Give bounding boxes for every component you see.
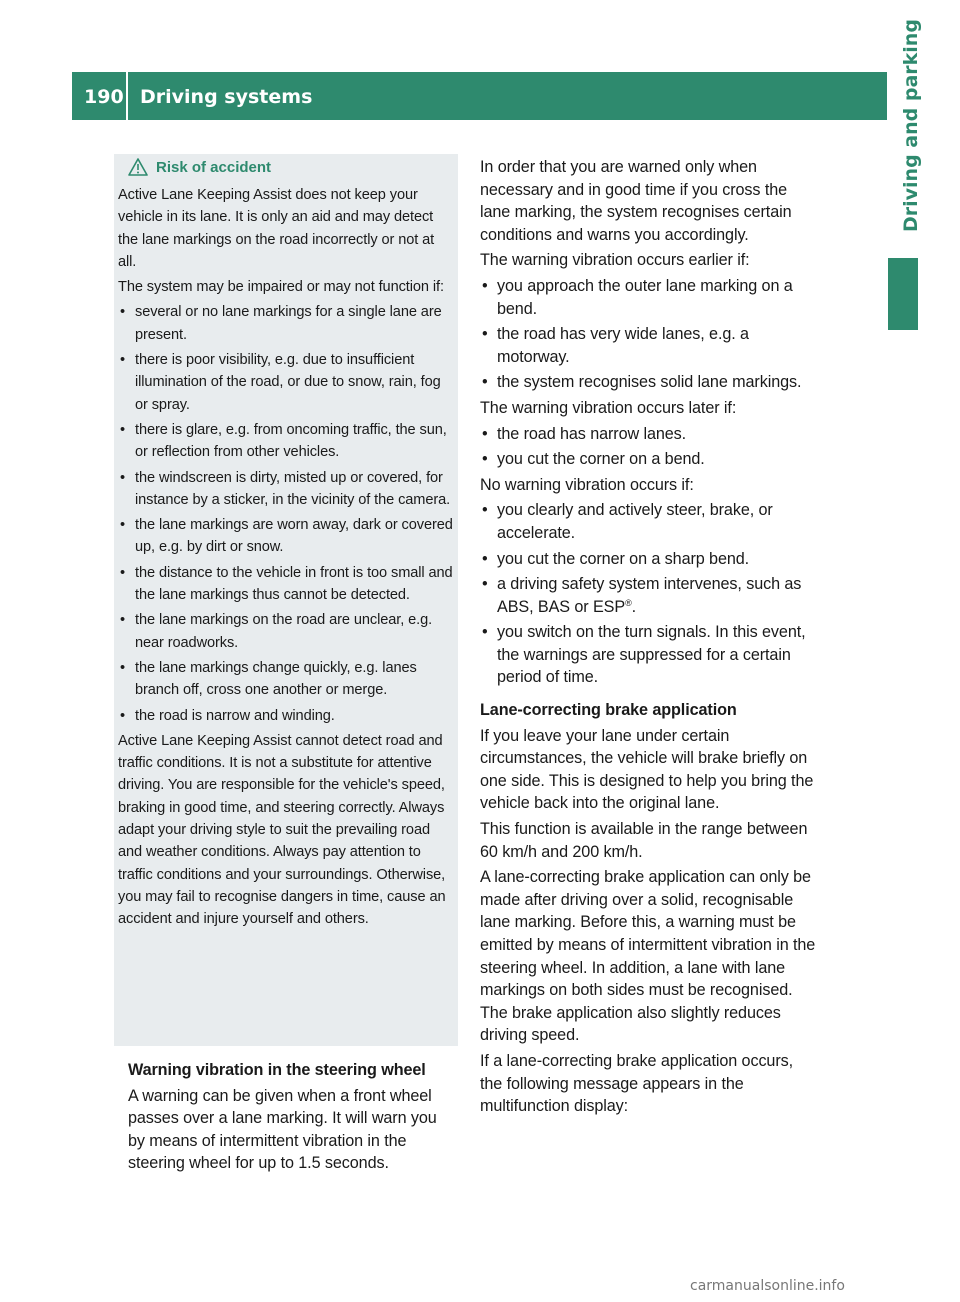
warning-header xyxy=(128,158,271,176)
list-item: • the lane markings are worn away, dark or covered up, e.g. by dirt or snow. xyxy=(118,514,454,559)
section-title: Driving systems xyxy=(140,86,313,108)
none-list xyxy=(480,499,816,689)
warning-body xyxy=(118,184,454,934)
header-divider xyxy=(126,72,128,120)
body-paragraph: If a lane-correcting brake application occurs, the following message appears in the multifunction display: xyxy=(480,1051,794,1116)
body-paragraph: A warning can be given when a front wheel passes over a lane marking. It will warn you by means of intermittent vibration in the steering wheel for up to 1.5 seconds. xyxy=(128,1086,437,1173)
list-item: • you cut the corner on a bend. xyxy=(480,448,816,471)
body-paragraph: If you leave your lane under certain circumstances, the vehicle will brake briefly on one side. This is designed to help you bring the vehicle back into the original lane. xyxy=(480,726,814,813)
list-item: • you clearly and actively steer, brake, or accelerate. xyxy=(480,499,816,544)
later-list xyxy=(480,423,816,471)
body-paragraph: A lane-correcting brake application can only be made after driving over a solid, recognisable lane marking. Before this, a warning must be emitted by means of intermittent vibration in the steering wheel. In addition, a lane with lane markings on both sides must be recognised. The brake application also slightly reduces driving speed. xyxy=(480,868,816,1045)
list-item: • you switch on the turn signals. In this event, the warnings are suppressed for a certain period of time. xyxy=(480,621,816,689)
right-column xyxy=(480,156,816,1121)
warning-vibration-section xyxy=(128,1059,453,1178)
list-item: • the system recognises solid lane markings. xyxy=(480,371,816,394)
body-paragraph: The warning vibration occurs later if: xyxy=(480,398,737,417)
body-paragraph: The warning vibration occurs earlier if: xyxy=(480,251,750,270)
list-item: • the road has narrow lanes. xyxy=(480,423,816,446)
earlier-list xyxy=(480,275,816,394)
warning-paragraph: Active Lane Keeping Assist does not keep your vehicle in its lane. It is only an aid and may detect the lane markings on the road incorrectly or not at all. xyxy=(118,187,435,270)
list-item: • there is glare, e.g. from oncoming traffic, the sun, or reflection from other vehicles. xyxy=(118,419,454,464)
registered-mark: ® xyxy=(625,597,632,608)
subsection-heading: Lane-correcting brake application xyxy=(480,701,737,720)
esp-text: a driving safety system intervenes, such as ABS, BAS or ESP xyxy=(497,575,802,616)
warning-list xyxy=(118,301,454,726)
list-item: • several or no lane markings for a single lane are present. xyxy=(118,301,454,346)
list-item: • the lane markings change quickly, e.g. lanes branch off, cross one another or merge. xyxy=(118,657,454,702)
body-paragraph: This function is available in the range between 60 km/h and 200 km/h. xyxy=(480,820,808,861)
list-item: • there is poor visibility, e.g. due to insufficient illumination of the road, or due to snow, rain, fog or spray. xyxy=(118,349,454,416)
list-item: • you cut the corner on a sharp bend. xyxy=(480,548,816,571)
esp-end: . xyxy=(631,597,637,616)
subsection-heading: Warning vibration in the steering wheel xyxy=(128,1061,426,1079)
list-item: • you approach the outer lane marking on a bend. xyxy=(480,275,816,320)
list-item: • the lane markings on the road are unclear, e.g. near roadworks. xyxy=(118,609,454,654)
body-paragraph: In order that you are warned only when necessary and in good time if you cross the lane marking, the system recognises certain conditions and warns you accordingly. xyxy=(480,158,792,244)
side-tab-marker xyxy=(888,258,918,330)
list-item: • the road has very wide lanes, e.g. a motorway. xyxy=(480,323,816,368)
warning-triangle-icon xyxy=(128,158,148,176)
list-item: • the windscreen is dirty, misted up or covered, for instance by a sticker, in the vicinity of the camera. xyxy=(118,467,454,512)
list-item: • the distance to the vehicle in front is too small and the lane markings thus cannot be detected. xyxy=(118,562,454,607)
list-item xyxy=(480,573,816,618)
warning-paragraph: Active Lane Keeping Assist cannot detect road and traffic conditions. It is not a substitute for attentive driving. You are responsible for the vehicle's speed, braking in good time, and steering correctly. Always adapt your driving style to suit the prevailing road and weather conditions. Always pay attention to traffic conditions and your surroundings. Otherwise, you may fail to recognise dangers in time, cause an accident and injure yourself and others. xyxy=(118,732,446,928)
watermark: carmanualsonline.info xyxy=(690,1278,845,1294)
warning-title: Risk of accident xyxy=(156,158,272,176)
body-paragraph: No warning vibration occurs if: xyxy=(480,475,694,494)
list-item: • the road is narrow and winding. xyxy=(118,705,454,727)
page-number: 190 xyxy=(84,86,124,108)
side-tab-label: Driving and parking xyxy=(900,19,922,232)
warning-paragraph: The system may be impaired or may not function if: xyxy=(118,279,444,296)
